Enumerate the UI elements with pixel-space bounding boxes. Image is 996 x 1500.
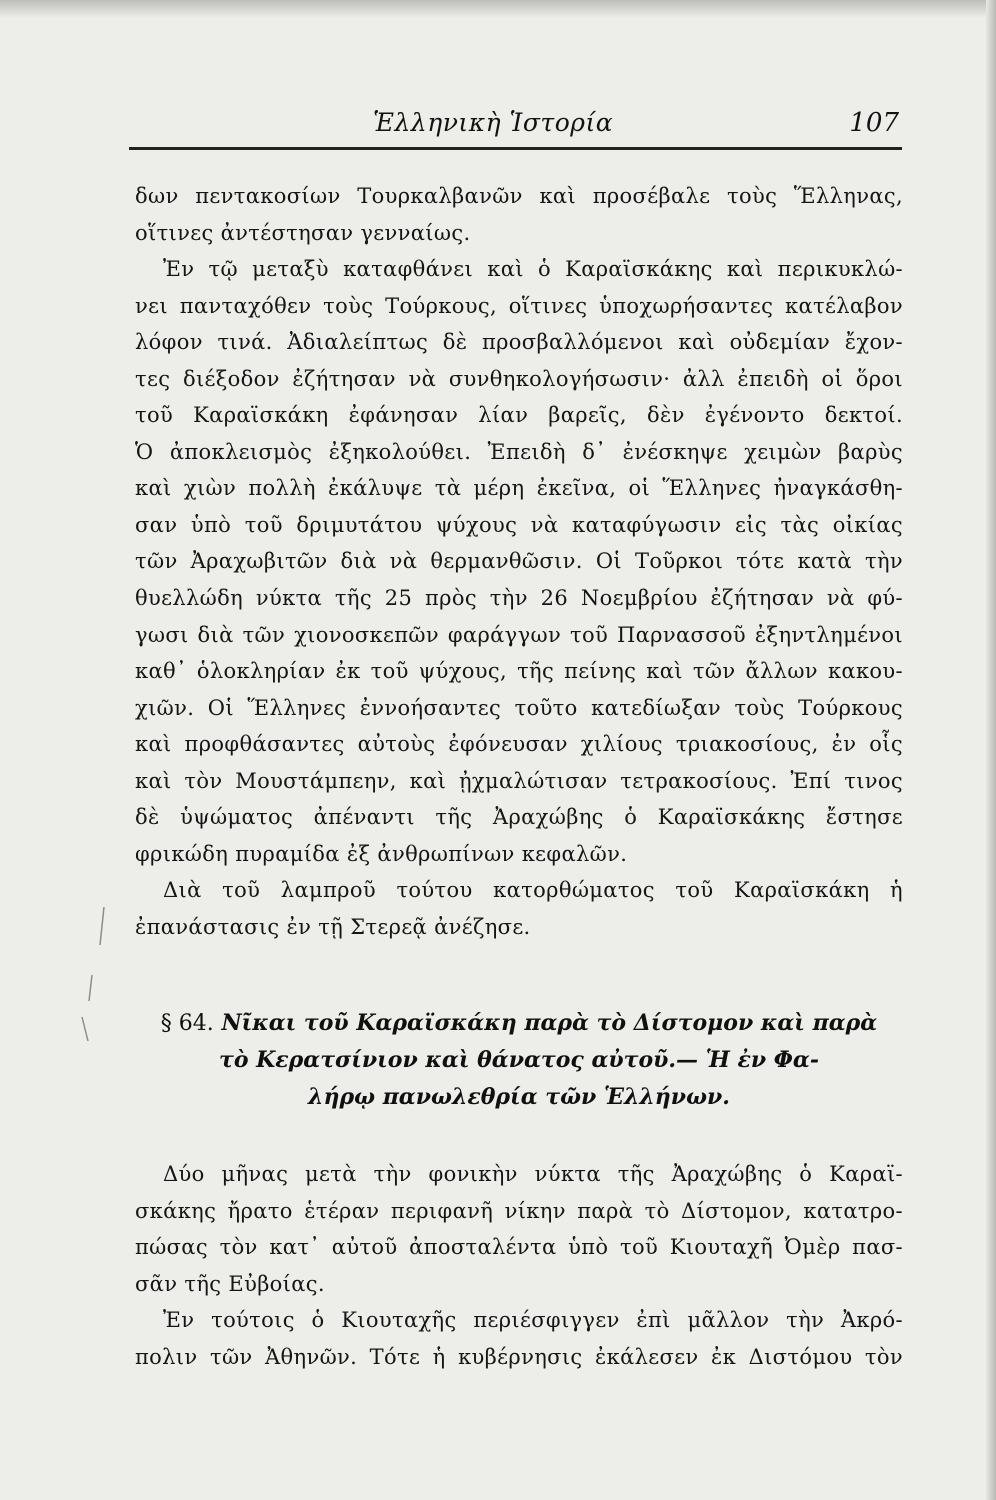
text-line: πολιν τῶν Ἀθηνῶν. Τότε ἡ κυβέρνησις ἐκάλεσεν ἐκ Διστόμου τὸν <box>135 1344 903 1369</box>
text-line: καὶ προφθάσαντες αὐτοὺς ἐφόνευσαν χιλίους τριακοσίους, ἐν οἷς <box>135 732 903 757</box>
text-line: σᾶν τῆς Εὐβοίας. <box>135 1271 325 1296</box>
section-number: § 64. <box>160 1011 214 1036</box>
page-number: 107 <box>849 108 899 138</box>
text-line: σαν ὑπὸ τοῦ δριμυτάτου ψύχους νὰ καταφύγωσιν εἰς τὰς οἰκίας <box>135 512 903 537</box>
text-line: λόφον τινά. Ἀδιαλείπτως δὲ προσβαλλόμενοι καὶ οὐδεμίαν ἔχον- <box>135 330 903 355</box>
text-line: γωσι διὰ τῶν χιονοσκεπῶν φαράγγων τοῦ Παρνασσοῦ ἐξηντλημένοι <box>135 622 903 647</box>
text-line: τες διέξοδον ἐζήτησαν νὰ συνθηκολογήσωσιν· ἀλλ ἐπειδὴ οἱ ὅροι <box>135 366 903 391</box>
text-line: καθ᾽ ὁλοκληρίαν ἐκ τοῦ ψύχους, τῆς πείνης καὶ τῶν ἄλλων κακου- <box>135 659 903 684</box>
text-line: Ὁ ἀποκλεισμὸς ἐξηκολούθει. Ἐπειδὴ δ᾽ ἐνέσκηψε χειμὼν βαρὺς <box>135 439 903 464</box>
body-text <box>135 178 903 945</box>
text-line: Ἐν τούτοις ὁ Κιουταχῆς περιέσφιγγεν ἐπὶ μᾶλλον τὴν Ἀκρό- <box>163 1308 903 1333</box>
body-text-continued <box>135 1156 903 1375</box>
text-line: Διὰ τοῦ λαμπροῦ τούτου κατορθώματος τοῦ Καραϊσκάκη ἡ <box>163 878 903 903</box>
text-line: τοῦ Καραϊσκάκη ἐφάνησαν λίαν βαρεῖς, δὲν ἐγένοντο δεκτοί. <box>135 403 903 428</box>
margin-pencil-mark <box>78 905 108 1045</box>
text-line: χιῶν. Οἱ Ἕλληνες ἐννοήσαντες τοῦτο κατεδίωξαν τοὺς Τούρκους <box>135 695 903 720</box>
section-title-line: λήρῳ πανωλεθρία τῶν Ἑλλήνων. <box>308 1084 730 1110</box>
text-line: ἐπανάστασις ἐν τῇ Στερεᾷ ἀνέζησε. <box>135 914 531 939</box>
text-line: πώσας τὸν κατ᾽ αὐτοῦ ἀποσταλέντα ὑπὸ τοῦ Κιουταχῆ Ὀμὲρ πασ- <box>135 1235 903 1260</box>
running-title: Ἑλληνικὴ Ἱστορία <box>373 108 614 137</box>
text-line: τῶν Ἀραχωβιτῶν διὰ νὰ θερμανθῶσιν. Οἱ Τοῦρκοι τότε κατὰ τὴν <box>135 549 903 574</box>
section-heading <box>135 1005 903 1116</box>
text-line: Δύο μῆνας μετὰ τὴν φονικὴν νύκτα τῆς Ἀραχώβης ὁ Καραϊ- <box>163 1162 903 1186</box>
text-line: Ἐν τῷ μεταξὺ καταφθάνει καὶ ὁ Καραϊσκάκης καὶ περικυκλώ- <box>163 257 903 282</box>
text-line: θυελλώδη νύκτα τῆς 25 πρὸς τὴν 26 Νοεμβρίου ἐζήτησαν νὰ φύ- <box>135 586 903 611</box>
text-line: σκάκης ἤρατο ἑτέραν περιφανῆ νίκην παρὰ τὸ Δίστομον, κατατρο- <box>135 1198 903 1223</box>
section-title-line: τὸ Κερατσίνιον καὶ θάνατος αὐτοῦ.— Ἡ ἐν Φα- <box>219 1047 819 1073</box>
page-right-edge <box>986 0 996 1500</box>
text-line: δων πεντακοσίων Τουρκαλβανῶν καὶ προσέβαλε τοὺς Ἕλληνας, <box>135 184 903 208</box>
page-header <box>133 108 903 144</box>
text-line: οἵτινες ἀντέστησαν γενναίως. <box>135 220 471 245</box>
text-line: καὶ χιὼν πολλὴ ἐκάλυψε τὰ μέρη ἐκεῖνα, οἱ Ἕλληνες ἠναγκάσθη- <box>135 476 903 501</box>
page-top-edge <box>0 0 996 18</box>
text-line: νει πανταχόθεν τοὺς Τούρκους, οἵτινες ὑποχωρήσαντες κατέλαβον <box>135 293 903 318</box>
text-line: φρικώδη πυραμίδα ἐξ ἀνθρωπίνων κεφαλῶν. <box>135 841 628 866</box>
section-title-part: Νῖκαι τοῦ Καραϊσκάκη παρὰ τὸ Δίστομον καὶ παρὰ <box>221 1010 878 1036</box>
text-line: καὶ τὸν Μουστάμπεην, καὶ ᾐχμαλώτισαν τετρακοσίους. Ἐπί τινος <box>135 768 903 793</box>
section-title-line <box>135 1005 903 1042</box>
text-line: δὲ ὑψώματος ἀπέναντι τῆς Ἀραχώβης ὁ Καραϊσκάκης ἔστησε <box>135 805 903 830</box>
header-rule <box>129 147 902 150</box>
